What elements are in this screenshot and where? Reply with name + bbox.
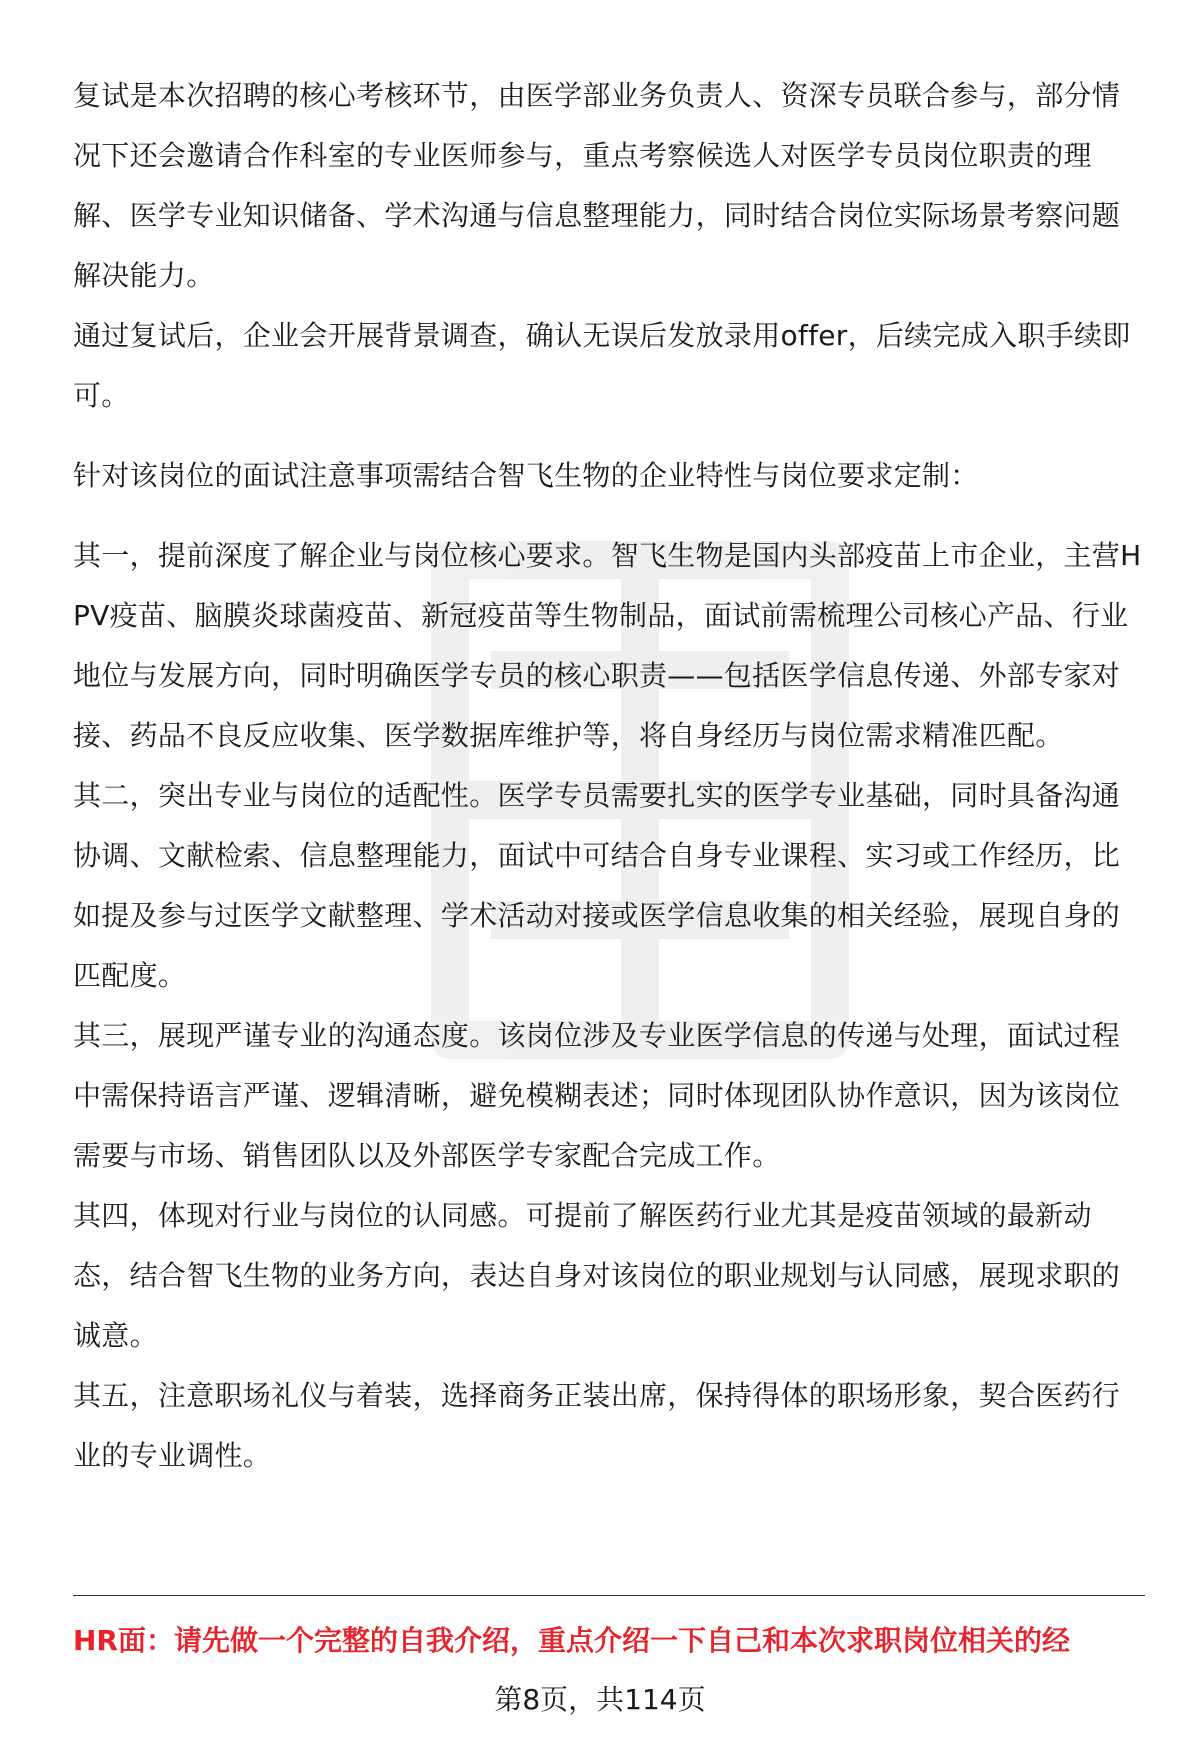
point-3: 其三，展现严谨专业的沟通态度。该岗位涉及专业医学信息的传递与处理，面试过程中需保持语言严谨、逻辑清晰，避免模糊表述；同时体现团队协作意识，因为该岗位需要与市场、销售团队以及外部医学专家配合完成工作。 [73, 1019, 1121, 1172]
section-divider [73, 1595, 1145, 1596]
point-2: 其二，突出专业与岗位的适配性。医学专员需要扎实的医学专业基础，同时具备沟通协调、文献检索、信息整理能力，面试中可结合自身专业课程、实习或工作经历，比如提及参与过医学文献整理、学术活动对接或医学信息收集的相关经验，展现自身的匹配度。 [73, 779, 1121, 992]
page-number: 第8页，共114页 [494, 1683, 706, 1716]
hr-question-heading: HR面：请先做一个完整的自我介绍，重点介绍一下自己和本次求职岗位相关的经 [73, 1624, 1070, 1657]
paragraph-offer: 通过复试后，企业会开展背景调查，确认无误后发放录用offer，后续完成入职手续即可。 [73, 319, 1131, 412]
point-4: 其四，体现对行业与岗位的认同感。可提前了解医药行业尤其是疫苗领域的最新动态，结合智飞生物的业务方向，表达自身对该岗位的职业规划与认同感，展现求职的诚意。 [73, 1199, 1121, 1352]
document-body [73, 66, 1145, 1486]
point-1: 其一，提前深度了解企业与岗位核心要求。智飞生物是国内头部疫苗上市企业，主营HPV疫苗、脑膜炎球菌疫苗、新冠疫苗等生物制品，面试前需梳理公司核心产品、行业地位与发展方向，同时明确医学专员的核心职责——包括医学信息传递、外部专家对接、药品不良反应收集、医学数据库维护等，将自身经历与岗位需求精准匹配。 [73, 539, 1142, 752]
point-5: 其五，注意职场礼仪与着装，选择商务正装出席，保持得体的职场形象，契合医药行业的专业调性。 [73, 1379, 1121, 1472]
paragraph-intro: 针对该岗位的面试注意事项需结合智飞生物的企业特性与岗位要求定制： [73, 459, 979, 492]
paragraph-retest: 复试是本次招聘的核心考核环节，由医学部业务负责人、资深专员联合参与，部分情况下还会邀请合作科室的专业医师参与，重点考察候选人对医学专员岗位职责的理解、医学专业知识储备、学术沟通与信息整理能力，同时结合岗位实际场景考察问题解决能力。 [73, 79, 1121, 292]
